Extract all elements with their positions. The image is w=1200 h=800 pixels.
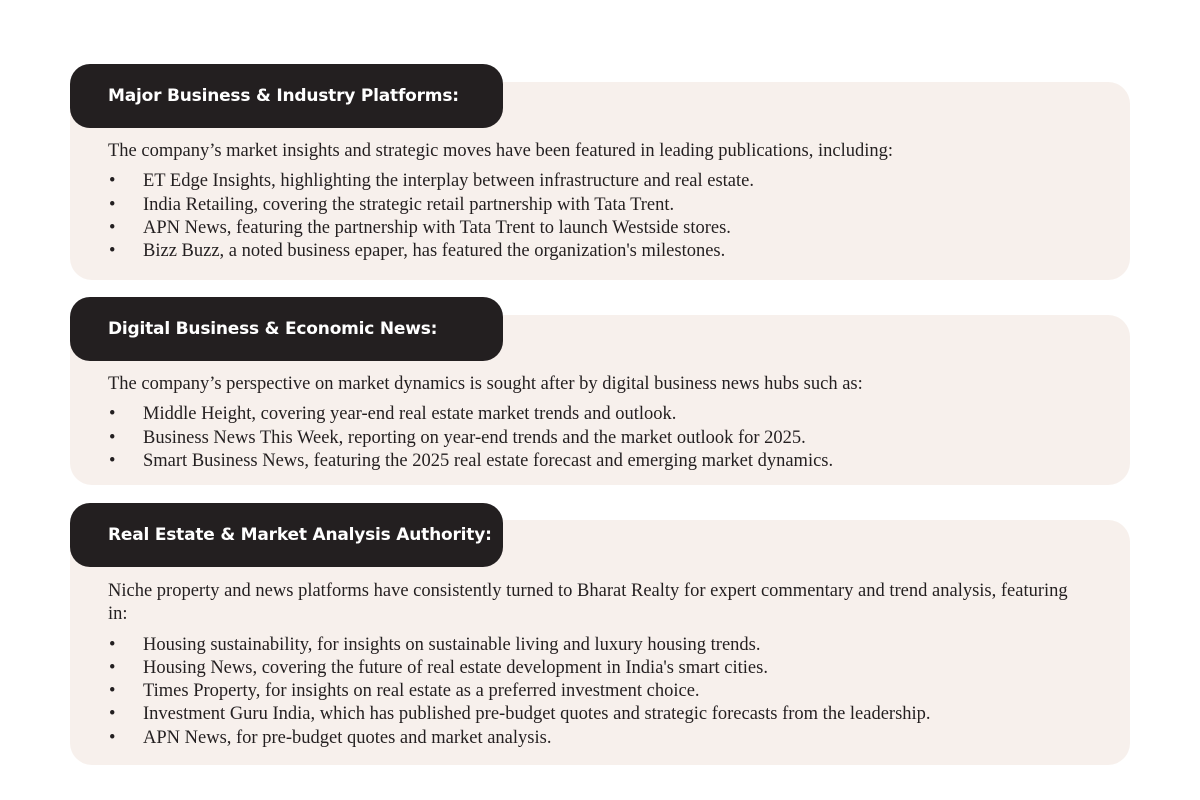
section-intro: The company’s market insights and strategic moves have been featured in leading publications, including: bbox=[108, 141, 894, 161]
section-heading: Digital Business & Economic News: bbox=[70, 297, 503, 361]
section-intro: Niche property and news platforms have consistently turned to Bharat Realty for expert commentary and trend analysis, featuring in: bbox=[108, 581, 1068, 625]
list-item: • Smart Business News, featuring the 2025 real estate forecast and emerging market dynamics. bbox=[108, 450, 1068, 473]
list-item: • APN News, featuring the partnership with Tata Trent to launch Westside stores. bbox=[108, 217, 1068, 240]
list-item: • Times Property, for insights on real estate as a preferred investment choice. bbox=[108, 680, 1068, 703]
list-item: • ET Edge Insights, highlighting the interplay between infrastructure and real estate. bbox=[108, 170, 1068, 193]
section-content bbox=[108, 580, 1068, 750]
section-intro: The company’s perspective on market dynamics is sought after by digital business news hubs such as: bbox=[108, 374, 863, 394]
list-item: • Housing News, covering the future of real estate development in India's smart cities. bbox=[108, 657, 1068, 680]
list-item: • Investment Guru India, which has published pre-budget quotes and strategic forecasts from the leadership. bbox=[108, 703, 1068, 726]
list-item: • Middle Height, covering year-end real estate market trends and outlook. bbox=[108, 403, 1068, 426]
section-heading: Major Business & Industry Platforms: bbox=[70, 64, 503, 128]
section-content bbox=[108, 140, 1068, 263]
list-item: • Business News This Week, reporting on year-end trends and the market outlook for 2025. bbox=[108, 427, 1068, 450]
bullet-list bbox=[108, 634, 1068, 750]
section-content bbox=[108, 373, 1068, 473]
list-item: • APN News, for pre-budget quotes and market analysis. bbox=[108, 727, 1068, 750]
list-item: • India Retailing, covering the strategic retail partnership with Tata Trent. bbox=[108, 194, 1068, 217]
section-heading: Real Estate & Market Analysis Authority: bbox=[70, 503, 503, 567]
bullet-list bbox=[108, 170, 1068, 263]
list-item: • Housing sustainability, for insights on sustainable living and luxury housing trends. bbox=[108, 634, 1068, 657]
list-item: • Bizz Buzz, a noted business epaper, has featured the organization's milestones. bbox=[108, 240, 1068, 263]
bullet-list bbox=[108, 403, 1068, 473]
